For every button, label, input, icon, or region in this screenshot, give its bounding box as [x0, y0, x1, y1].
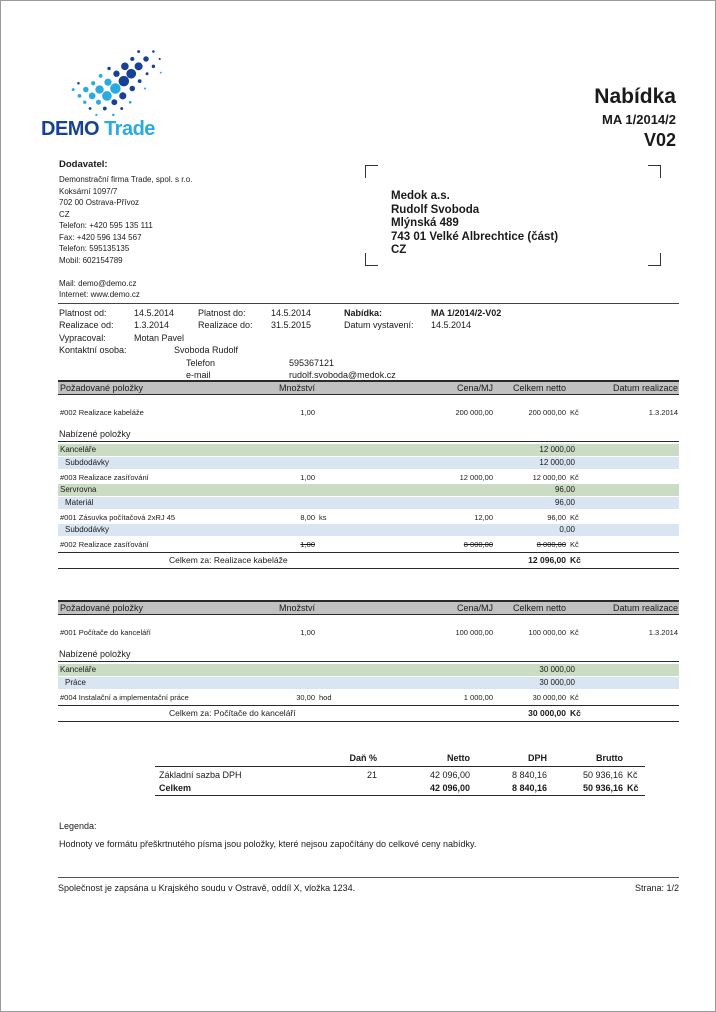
item-quantity: 30,00	[296, 693, 315, 702]
summary-header-dph: DPH	[527, 753, 547, 763]
item-currency: Kč	[570, 513, 579, 522]
footer-page-number: Strana: 1/2	[634, 883, 679, 893]
info-band	[58, 303, 679, 381]
info-row	[58, 319, 679, 331]
summary-brutto: 50 936,16	[582, 782, 623, 793]
item-quantity: 8,00	[300, 513, 315, 522]
summary-row	[155, 769, 645, 782]
supplier-line	[59, 266, 349, 278]
contact-email-label: e-mail	[186, 369, 211, 380]
subtotal-value: 12 000,00	[539, 458, 575, 467]
supplier-lines	[59, 174, 349, 301]
subtotal-value: 30 000,00	[539, 665, 575, 674]
table-total-row	[58, 552, 679, 569]
item-quantity: 1,00	[300, 628, 315, 637]
table-total-row	[58, 705, 679, 722]
subgroup-name: Materiál	[65, 498, 94, 507]
item-currency: Kč	[570, 628, 579, 637]
customer-line: 743 01 Velké Albrechtice (část)	[391, 230, 559, 243]
subtotal-value: 96,00	[554, 485, 575, 494]
subgroup-name: Subdodávky	[65, 458, 110, 467]
summary-row-label: Celkem	[159, 782, 192, 793]
summary-dph: 8 840,16	[511, 782, 547, 793]
item-date: 1.3.2014	[648, 628, 678, 637]
table-item-row	[58, 692, 679, 704]
info-value: Motan Pavel	[134, 332, 185, 343]
item-price: 100 000,00	[455, 628, 493, 637]
info-row	[58, 307, 679, 319]
table-item-row	[58, 539, 679, 551]
item-currency: Kč	[570, 540, 579, 549]
item-unit: hod	[319, 693, 332, 702]
contact-person-name: Svoboda Rudolf	[174, 345, 239, 356]
summary-rows	[155, 767, 645, 796]
summary-table	[155, 751, 645, 796]
column-header-items: Požadované položky	[60, 383, 144, 393]
column-header-date: Datum realizace	[612, 603, 678, 613]
item-netto: 96,00	[547, 513, 566, 522]
item-name: #004 Instalační a implementační práce	[60, 693, 189, 702]
item-unit: ks	[319, 513, 327, 522]
group-subtotal-row	[58, 444, 679, 456]
summary-header-currency-spacer	[623, 751, 643, 766]
info-value: 14.5.2014	[134, 308, 175, 318]
corner-mark-top-left	[365, 165, 378, 178]
table-item-row	[58, 472, 679, 484]
footer-registration-text: Společnost je zapsána u Krajského soudu v Ostravě, oddíl X, vložka 1234.	[58, 883, 356, 893]
summary-header-brutto: Brutto	[596, 753, 623, 763]
summary-brutto: 50 936,16	[582, 770, 623, 780]
document-version: V02	[643, 130, 676, 150]
document-type-title: Nabídka	[594, 85, 676, 108]
group-subtotal-row	[58, 664, 679, 676]
brand-name-secondary: Trade	[104, 118, 155, 140]
contact-phone-row	[58, 357, 679, 369]
summary-header-netto: Netto	[447, 753, 470, 763]
offered-items-label: Nabízené položky	[58, 428, 679, 442]
item-currency: Kč	[570, 473, 579, 482]
item-netto: 8 000,00	[536, 540, 566, 549]
subtotal-value: 30 000,00	[539, 678, 575, 687]
summary-currency: Kč	[627, 770, 638, 780]
item-date: 1.3.2014	[648, 408, 678, 417]
supplier-line: CZ	[59, 209, 70, 219]
item-price: 200 000,00	[455, 408, 493, 417]
item-netto: 30 000,00	[532, 693, 566, 702]
subtotal-value: 96,00	[554, 498, 575, 507]
supplier-line: Fax: +420 596 134 567	[59, 232, 142, 242]
customer-line: Medok a.s.	[391, 190, 450, 202]
subtotal-value: 12 000,00	[539, 445, 575, 454]
offered-items-label: Nabízené položky	[58, 648, 679, 662]
info-label: Platnost od:	[59, 308, 107, 318]
customer-lines	[391, 190, 558, 258]
supplier-block	[59, 159, 349, 301]
subtotal-value: 0,00	[559, 525, 575, 534]
subgroup-subtotal-row	[58, 677, 679, 689]
summary-header-spacer	[155, 751, 343, 766]
corner-mark-bottom-left	[365, 253, 378, 266]
demo-trade-logo	[41, 41, 221, 141]
item-price: 12 000,00	[459, 473, 493, 482]
info-label: Vypracoval:	[59, 332, 106, 343]
supplier-heading: Dodavatel:	[59, 159, 108, 170]
spacer	[58, 395, 679, 404]
summary-header-tax: Daň %	[349, 753, 377, 763]
customer-line: CZ	[391, 244, 407, 256]
subgroup-subtotal-row	[58, 524, 679, 536]
supplier-line: Internet: www.demo.cz	[59, 290, 140, 299]
address-window	[365, 165, 661, 266]
column-header-quantity: Množství	[278, 383, 315, 393]
item-currency: Kč	[570, 408, 579, 417]
item-name: #002 Realizace zasíťování	[60, 540, 149, 549]
logo-dots-graphic	[55, 41, 180, 117]
info-label: Realizace od:	[59, 320, 114, 331]
info-value: 31.5.2015	[271, 320, 312, 331]
item-quantity: 1,00	[300, 473, 315, 482]
supplier-line: Koksární 1097/7	[59, 186, 118, 196]
summary-netto: 42 096,00	[429, 782, 470, 793]
info-value: MA 1/2014/2-V02	[431, 308, 502, 318]
group-name: Servrovna	[60, 485, 97, 494]
legend-block	[59, 821, 659, 849]
item-price: 1 000,00	[463, 693, 493, 702]
item-name: #001 Zásuvka počítačová 2xRJ 45	[60, 513, 176, 522]
column-header-quantity: Množství	[278, 603, 315, 613]
customer-line: Rudolf Svoboda	[391, 203, 480, 216]
supplier-line: Mobil: 602154789	[59, 255, 123, 265]
summary-netto: 42 096,00	[429, 770, 470, 780]
legend-heading: Legenda:	[59, 821, 97, 831]
brand-wordmark	[41, 118, 221, 141]
summary-tax-percent: 21	[366, 770, 377, 780]
column-header-netto: Celkem netto	[512, 603, 566, 613]
subgroup-name: Subdodávky	[65, 525, 110, 534]
summary-row-label: Základní sazba DPH	[159, 770, 242, 780]
total-currency: Kč	[570, 555, 581, 565]
table-header-row	[58, 380, 679, 395]
column-header-price: Cena/MJ	[456, 383, 493, 393]
table-header-row	[58, 600, 679, 615]
column-header-netto: Celkem netto	[512, 383, 566, 393]
table-item-row	[58, 407, 679, 419]
info-row	[58, 332, 679, 344]
legend-text: Hodnoty ve formátu přeškrtnutého písma jsou položky, které nejsou započítány do celkové ceny nabídky.	[59, 839, 477, 849]
supplier-line: Telefon: +420 595 135 111	[59, 221, 153, 230]
item-quantity: 1,00	[300, 408, 315, 417]
item-currency: Kč	[570, 693, 579, 702]
contact-phone-label: Telefon	[186, 357, 216, 368]
supplier-line: Demonstrační firma Trade, spol. s r.o.	[59, 175, 193, 184]
tables	[58, 380, 679, 722]
contact-person-row	[58, 344, 679, 356]
info-label: Nabídka:	[344, 308, 383, 318]
total-currency: Kč	[570, 708, 581, 718]
group-name: Kanceláře	[60, 445, 97, 454]
item-quantity: 1,00	[300, 540, 315, 549]
contact-email-value: rudolf.svoboda@medok.cz	[289, 369, 396, 380]
item-netto: 200 000,00	[528, 408, 566, 417]
info-rows	[58, 307, 679, 344]
brand-name-primary: DEMO	[41, 118, 99, 140]
total-label: Celkem za: Realizace kabeláže	[169, 555, 288, 565]
info-label: Platnost do:	[198, 308, 246, 318]
total-value: 30 000,00	[528, 708, 566, 718]
page-footer	[58, 877, 679, 893]
document-number: MA 1/2014/2	[602, 112, 676, 127]
contact-person-label: Kontaktní osoba:	[59, 345, 127, 356]
offer-table	[58, 600, 679, 722]
column-header-items: Požadované položky	[60, 603, 144, 613]
summary-header-row	[155, 751, 645, 767]
item-netto: 100 000,00	[528, 628, 566, 637]
table-item-row	[58, 627, 679, 639]
item-name: #002 Realizace kabeláže	[60, 408, 144, 417]
item-price: 12,00	[474, 513, 493, 522]
group-subtotal-row	[58, 484, 679, 496]
spacer	[58, 615, 679, 624]
info-value: 1.3.2014	[134, 320, 170, 331]
info-label: Datum vystavení:	[344, 320, 414, 331]
column-header-price: Cena/MJ	[456, 603, 493, 613]
item-name: #003 Realizace zasíťování	[60, 473, 149, 482]
item-netto: 12 000,00	[532, 473, 566, 482]
summary-row	[155, 782, 645, 795]
total-value: 12 096,00	[528, 555, 566, 565]
corner-mark-top-right	[648, 165, 661, 178]
contact-phone-value: 595367121	[289, 357, 335, 368]
title-block	[594, 85, 676, 151]
item-price: 8 000,00	[463, 540, 493, 549]
info-value: 14.5.2014	[271, 308, 312, 318]
supplier-line: Mail: demo@demo.cz	[59, 278, 137, 288]
info-value: 14.5.2014	[431, 320, 472, 331]
total-label: Celkem za: Počítače do kanceláří	[169, 708, 296, 718]
summary-dph: 8 840,16	[511, 770, 547, 780]
supplier-line: Telefon: 595135135	[59, 244, 130, 253]
summary-currency: Kč	[627, 782, 639, 793]
subgroup-subtotal-row	[58, 497, 679, 509]
item-name: #001 Počítače do kanceláří	[60, 628, 151, 637]
info-label: Realizace do:	[198, 320, 253, 331]
summary-tax-percent	[343, 782, 377, 795]
column-header-date: Datum realizace	[612, 383, 678, 393]
offer-table	[58, 380, 679, 569]
supplier-line: 702 00 Ostrava-Přívoz	[59, 198, 140, 207]
subgroup-subtotal-row	[58, 457, 679, 469]
table-item-row	[58, 512, 679, 524]
group-name: Kanceláře	[60, 665, 97, 674]
customer-line: Mlýnská 489	[391, 217, 459, 229]
corner-mark-bottom-right	[648, 253, 661, 266]
subgroup-name: Práce	[65, 678, 86, 687]
